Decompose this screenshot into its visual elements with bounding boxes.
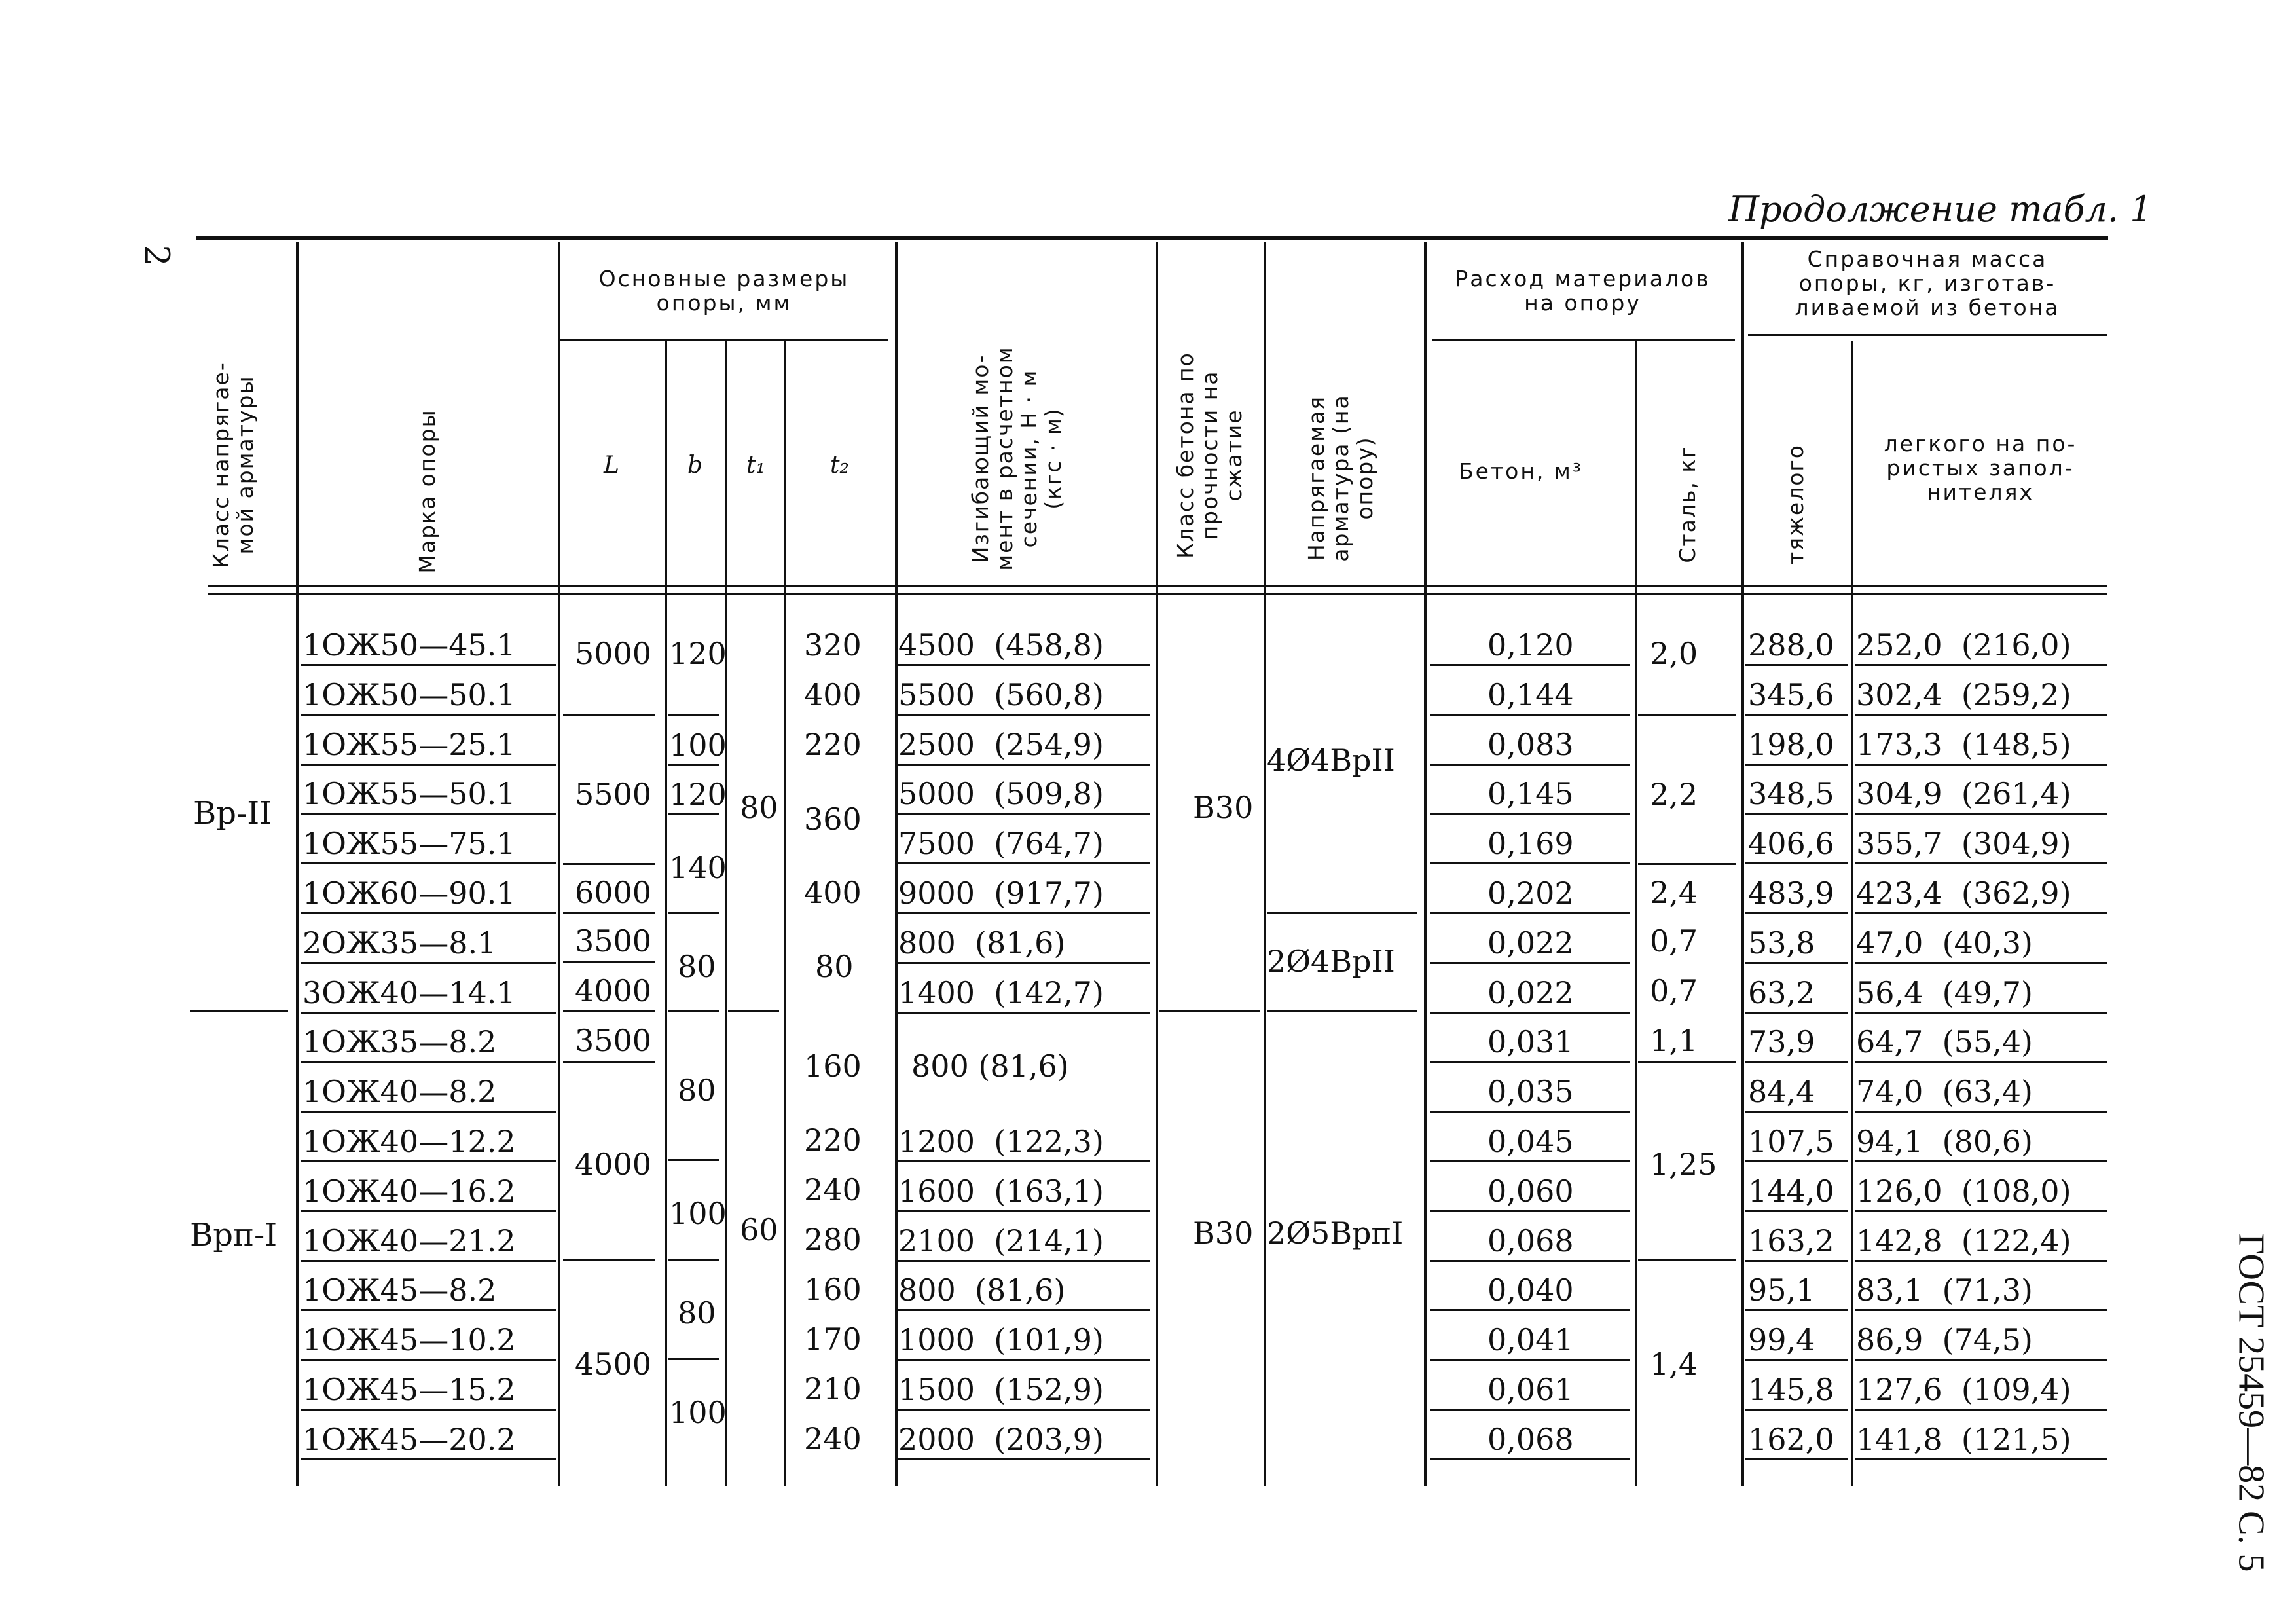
mass-light-cell: 423,4 (362,9) [1856,876,2071,911]
t2-cell: 280 [804,1222,862,1257]
row-rule [1745,764,1848,766]
t2-cell: 320 [804,627,862,663]
t2-cell: 360 [804,802,862,837]
concrete-cell: 0,068 [1487,1422,1574,1457]
mass-light-cell: 74,0 (63,4) [1856,1074,2033,1109]
row-rule [1430,813,1630,815]
row-rule [1855,813,2107,815]
moment-cell: 800 (81,6) [898,925,1066,961]
mass-heavy-cell: 63,2 [1748,975,1815,1010]
row-rule [1745,962,1848,964]
L-cell: 4000 [575,1147,652,1182]
concrete-class-rule [1159,1010,1260,1012]
b-rule [668,1159,719,1161]
mass-heavy-cell: 348,5 [1748,776,1834,811]
concrete-cell: 0,202 [1487,876,1574,911]
reinforcement-rule [1267,912,1417,913]
b-cell: 80 [678,1073,716,1108]
b-cell: 100 [669,1196,727,1231]
moment-cell: 7500 (764,7) [898,826,1104,861]
mass-heavy-cell: 406,6 [1748,826,1834,861]
concrete-class-cell: В30 [1193,790,1254,825]
row-rule [1855,664,2107,666]
concrete-cell: 0,040 [1487,1272,1574,1308]
moment-merged-cell: 800 (81,6) [911,1048,1069,1084]
row-rule [301,1309,556,1311]
row-rule [1430,862,1630,864]
row-rule [1430,1061,1630,1063]
row-rule [301,1160,556,1162]
t1-cell: 60 [740,1212,778,1247]
mark-cell: 1ОЖ40—8.2 [302,1074,497,1109]
mark-cell: 1ОЖ60—90.1 [302,876,516,911]
row-rule [1855,1160,2107,1162]
concrete-cell: 0,068 [1487,1223,1574,1259]
row-rule [898,1458,1150,1460]
b-cell: 120 [669,636,727,671]
L-rule [563,1010,655,1012]
row-rule [898,1309,1150,1311]
mass-light-cell: 126,0 (108,0) [1856,1173,2071,1209]
col-line [558,242,560,1486]
row-rule [1855,1012,2107,1014]
mark-cell: 1ОЖ50—50.1 [302,677,516,712]
row-rule [1430,764,1630,766]
mass-light-cell: 252,0 (216,0) [1856,627,2071,663]
row-rule [1855,1260,2107,1262]
header-mark: Марка опоры [414,409,440,574]
L-cell: 4500 [575,1346,652,1382]
col-line [1635,341,1637,1486]
mass-heavy-cell: 84,4 [1748,1074,1815,1109]
header-reinforcement: Напрягаемая арматура (на опору) [1303,394,1377,562]
row-rule [301,664,556,666]
row-rule [1745,1260,1848,1262]
concrete-cell: 0,144 [1487,677,1574,712]
row-rule [1745,1359,1848,1361]
header-class: Класс напрягае- мой арматуры [208,361,258,568]
row-rule [1855,1210,2107,1212]
row-rule [1430,962,1630,964]
mass-heavy-cell: 95,1 [1748,1272,1815,1308]
moment-cell: 1000 (101,9) [898,1322,1104,1357]
header-sub-rule [560,339,888,341]
mark-cell: 1ОЖ40—21.2 [302,1223,516,1259]
row-rule [301,1409,556,1411]
header-b: b [687,452,703,479]
row-rule [1745,912,1848,914]
reinforcement-cell: 4Ø4ВрII [1267,743,1395,778]
mass-light-cell: 47,0 (40,3) [1856,925,2033,961]
reinforcement-rule [1267,1010,1417,1012]
mark-cell: 1ОЖ40—16.2 [302,1173,516,1209]
header-sub-rule [1432,339,1735,341]
concrete-cell: 0,022 [1487,925,1574,961]
b-rule [668,764,719,766]
concrete-class-cell: В30 [1193,1215,1254,1251]
row-rule [1855,912,2107,914]
mass-heavy-cell: 53,8 [1748,925,1815,961]
mass-light-cell: 141,8 (121,5) [1856,1422,2071,1457]
b-rule [668,813,719,815]
mass-heavy-cell: 163,2 [1748,1223,1834,1259]
row-rule [301,1061,556,1063]
concrete-cell: 0,045 [1487,1124,1574,1159]
moment-cell: 1200 (122,3) [898,1124,1104,1159]
moment-cell: 800 (81,6) [898,1272,1066,1308]
row-rule [1855,1359,2107,1361]
b-cell: 100 [669,1395,727,1430]
mark-cell: 3ОЖ40—14.1 [302,975,516,1010]
t2-cell: 160 [804,1272,862,1307]
concrete-cell: 0,041 [1487,1322,1574,1357]
row-rule [1430,664,1630,666]
L-rule [563,1259,655,1261]
b-cell: 120 [669,777,727,812]
t2-cell: 240 [804,1172,862,1208]
t2-cell: 400 [804,677,862,712]
row-rule [1745,1409,1848,1411]
mass-light-cell: 142,8 (122,4) [1856,1223,2071,1259]
mark-cell: 1ОЖ35—8.2 [302,1024,497,1060]
L-cell: 5000 [575,636,652,671]
row-rule [1745,1061,1848,1063]
row-rule [1745,813,1848,815]
steel-cell: 2,4 [1650,875,1698,910]
row-rule [1855,1309,2107,1311]
row-rule [1745,1309,1848,1311]
t2-cell: 400 [804,875,862,910]
row-rule [898,1012,1150,1014]
mass-light-cell: 127,6 (109,4) [1856,1372,2071,1407]
col-line [784,341,786,1486]
row-rule [1855,1061,2107,1063]
b-rule [668,1259,719,1261]
row-rule [1745,1210,1848,1212]
col-line [1741,242,1744,1486]
row-rule [898,962,1150,964]
b-cell: 100 [669,728,727,763]
header-steel: Сталь, кг [1675,445,1700,563]
mass-heavy-cell: 73,9 [1748,1024,1815,1060]
b-cell: 80 [678,949,716,984]
L-rule [563,863,655,865]
concrete-cell: 0,060 [1487,1173,1574,1209]
row-rule [301,1260,556,1262]
row-rule [301,764,556,766]
moment-cell: 2000 (203,9) [898,1422,1104,1457]
row-rule [301,1359,556,1361]
mass-light-cell: 302,4 (259,2) [1856,677,2071,712]
header-t2: t₂ [830,452,849,479]
row-rule [1430,714,1630,716]
row-rule [898,1260,1150,1262]
mark-cell: 1ОЖ40—12.2 [302,1124,516,1159]
header-L: L [604,452,619,479]
L-cell: 6000 [575,875,652,910]
mass-heavy-cell: 198,0 [1748,727,1834,762]
b-rule [668,912,719,913]
row-rule [1855,1111,2107,1113]
concrete-cell: 0,120 [1487,627,1574,663]
steel-cell: 0,7 [1650,923,1698,959]
row-rule [1745,1160,1848,1162]
mass-heavy-cell: 345,6 [1748,677,1834,712]
t1-cell: 80 [740,790,778,825]
moment-cell: 2100 (214,1) [898,1223,1104,1259]
moment-cell: 9000 (917,7) [898,876,1104,911]
mark-cell: 1ОЖ45—15.2 [302,1372,516,1407]
L-rule [563,912,655,913]
row-rule [1430,1210,1630,1212]
reinforcement-cell: 2Ø5ВрпI [1267,1215,1404,1251]
row-rule [1745,664,1848,666]
L-cell: 3500 [575,923,652,959]
mark-cell: 1ОЖ55—50.1 [302,776,516,811]
row-rule [1745,714,1848,716]
mass-light-cell: 86,9 (74,5) [1856,1322,2033,1357]
concrete-cell: 0,035 [1487,1074,1574,1109]
row-rule [898,1409,1150,1411]
row-rule [1430,1111,1630,1113]
row-rule [1855,1458,2107,1460]
row-rule [898,764,1150,766]
moment-cell: 4500 (458,8) [898,627,1104,663]
mass-heavy-cell: 162,0 [1748,1422,1834,1457]
t1-rule [728,1010,779,1012]
moment-cell: 1500 (152,9) [898,1372,1104,1407]
t2-cell: 170 [804,1321,862,1357]
steel-rule [1638,1259,1736,1261]
mass-light-cell: 355,7 (304,9) [1856,826,2071,861]
col-line [296,242,299,1486]
mass-heavy-cell: 145,8 [1748,1372,1834,1407]
col-line [725,341,727,1486]
row-rule [1430,1458,1630,1460]
mark-cell: 1ОЖ45—8.2 [302,1272,497,1308]
row-rule [1855,862,2107,864]
col-line [1156,242,1158,1486]
t2-cell: 80 [815,949,854,984]
header-consumption: Расход материалов на опору [1455,266,1711,316]
col-line [665,341,667,1486]
header-mass: Справочная масса опоры, кг, изготав- ливаемой из бетона [1795,246,2060,320]
row-rule [301,813,556,815]
steel-cell: 1,4 [1650,1346,1698,1382]
mass-heavy-cell: 107,5 [1748,1124,1834,1159]
b-rule [668,1010,719,1012]
row-rule [1745,1111,1848,1113]
header-moment: Изгибающий мо- мент в расчетном сечении, Н · м (кгс · м) [968,346,1066,571]
row-rule [1855,962,2107,964]
moment-cell: 2500 (254,9) [898,727,1104,762]
moment-cell: 5000 (509,8) [898,776,1104,811]
row-rule [898,664,1150,666]
t2-cell: 210 [804,1371,862,1407]
row-rule [1430,1309,1630,1311]
steel-cell: 2,0 [1650,636,1698,671]
mass-light-cell: 94,1 (80,6) [1856,1124,2033,1159]
mark-cell: 1ОЖ45—10.2 [302,1322,516,1357]
steel-rule [1638,714,1736,716]
concrete-cell: 0,169 [1487,826,1574,861]
mass-light-cell: 64,7 (55,4) [1856,1024,2033,1060]
col-line [1851,341,1853,1486]
col-line [895,242,898,1486]
row-rule [1430,1260,1630,1262]
t2-cell: 160 [804,1048,862,1084]
row-rule [301,1210,556,1212]
header-sub-rule [1748,334,2107,336]
row-rule [1855,1409,2107,1411]
row-rule [898,813,1150,815]
row-rule [1745,1012,1848,1014]
reinforcement-cell: 2Ø4ВрII [1267,944,1395,979]
t2-cell: 220 [804,727,862,762]
concrete-cell: 0,022 [1487,975,1574,1010]
steel-cell: 2,2 [1650,777,1698,812]
concrete-cell: 0,145 [1487,776,1574,811]
col-line [1264,242,1266,1486]
page-number: 2 [136,244,176,267]
mark-cell: 1ОЖ50—45.1 [302,627,516,663]
concrete-cell: 0,083 [1487,727,1574,762]
L-cell: 4000 [575,973,652,1008]
row-rule [1745,1458,1848,1460]
row-rule [898,1210,1150,1212]
steel-cell: 1,1 [1650,1023,1698,1058]
row-rule [1855,764,2107,766]
mark-cell: 1ОЖ45—20.2 [302,1422,516,1457]
b-cell: 140 [669,850,727,885]
group-separator [190,1010,288,1012]
steel-cell: 1,25 [1650,1147,1717,1182]
group-label-vrp1: Врп-I [190,1217,278,1253]
continuation-caption: Продолжение табл. 1 [1728,189,2153,230]
row-rule [898,912,1150,914]
mark-cell: 1ОЖ55—75.1 [302,826,516,861]
moment-cell: 5500 (560,8) [898,677,1104,712]
mass-light-cell: 304,9 (261,4) [1856,776,2071,811]
row-rule [1855,714,2107,716]
t2-cell: 220 [804,1122,862,1158]
mark-cell: 2ОЖ35—8.1 [302,925,497,961]
row-rule [301,912,556,914]
row-rule [1430,1012,1630,1014]
steel-cell: 0,7 [1650,973,1698,1008]
document-side-label: ГОСТ 25459—82 С. 5 [2231,1233,2272,1572]
concrete-cell: 0,061 [1487,1372,1574,1407]
row-rule [301,1111,556,1113]
row-rule [301,862,556,864]
mass-light-cell: 83,1 (71,3) [1856,1272,2033,1308]
row-rule [1430,912,1630,914]
L-cell: 5500 [575,777,652,812]
row-rule [301,1012,556,1014]
b-rule [668,1358,719,1360]
moment-cell: 1400 (142,7) [898,975,1104,1010]
row-rule [1430,1409,1630,1411]
L-rule [563,961,655,963]
t2-cell: 240 [804,1421,862,1456]
header-concrete: Бетон, м³ [1459,458,1584,484]
header-light: легкого на по- ристых запол- нителях [1884,431,2077,505]
col-line [1424,242,1427,1486]
mass-heavy-cell: 483,9 [1748,876,1834,911]
mass-heavy-cell: 99,4 [1748,1322,1815,1357]
table-top-rule [196,236,2108,240]
steel-rule [1638,863,1736,865]
header-main-dims: Основные размеры опоры, мм [598,266,850,316]
b-rule [668,714,719,716]
header-t1: t₁ [746,452,765,479]
row-rule [1430,1160,1630,1162]
mark-cell: 1ОЖ55—25.1 [302,727,516,762]
row-rule [301,1458,556,1460]
header-heavy: тяжелого [1783,444,1808,564]
row-rule [301,714,556,716]
steel-rule [1638,1061,1736,1063]
L-cell: 3500 [575,1023,652,1058]
row-rule [898,1160,1150,1162]
L-rule [563,714,655,716]
row-rule [898,1359,1150,1361]
mass-light-cell: 173,3 (148,5) [1856,727,2071,762]
group-label-vr2: Вр-II [193,795,272,832]
row-rule [898,714,1150,716]
mass-heavy-cell: 288,0 [1748,627,1834,663]
moment-cell: 1600 (163,1) [898,1173,1104,1209]
row-rule [898,862,1150,864]
row-rule [1430,1359,1630,1361]
b-cell: 80 [678,1295,716,1331]
concrete-cell: 0,031 [1487,1024,1574,1060]
row-rule [301,962,556,964]
row-rule [1745,862,1848,864]
mass-heavy-cell: 144,0 [1748,1173,1834,1209]
L-rule [563,1061,655,1063]
header-concrete-class: Класс бетона по прочности на сжатие [1173,352,1247,559]
mass-light-cell: 56,4 (49,7) [1856,975,2033,1010]
